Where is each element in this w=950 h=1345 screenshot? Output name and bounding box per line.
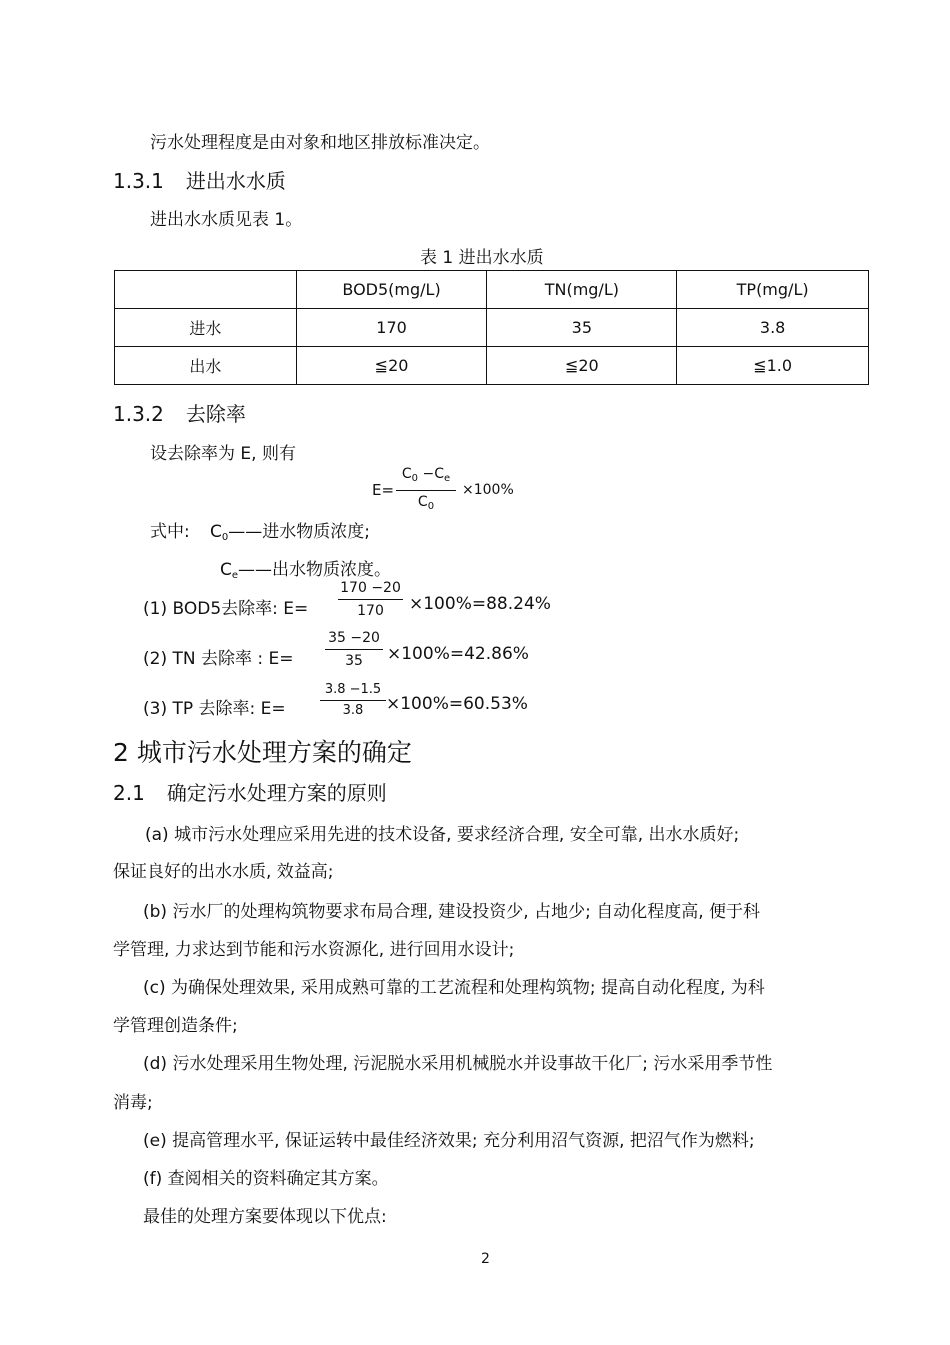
table-header-cell: TN(mg/L) <box>487 271 677 309</box>
calc-result: ×100%=60.53% <box>386 694 528 714</box>
principle-d-line2: 消毒; <box>113 1093 153 1113</box>
principle-f: (f) 查阅相关的资料确定其方案。 <box>143 1169 389 1189</box>
heading-title: 进出水水质 <box>185 169 286 193</box>
calc-fraction <box>320 682 386 719</box>
table-cell: 170 <box>296 309 487 347</box>
calc-denominator: 170 <box>357 603 384 619</box>
formula-tail: ×100% <box>462 482 514 498</box>
where-ce: $C_e——$出水物质浓度。 <box>220 560 392 581</box>
table-reference-text: 进出水水质见表 1。 <box>150 210 303 230</box>
table-header-row <box>115 271 869 309</box>
principle-d-line1: (d) 污水处理采用生物处理, 污泥脱水采用机械脱水并设事故干化厂; 污水采用季节性 <box>143 1054 773 1074</box>
principle-b-line1: (b) 污水厂的处理构筑物要求布局合理, 建设投资少, 占地少; 自动化程度高, 便于科 <box>143 902 761 922</box>
table-cell: 3.8 <box>677 309 869 347</box>
heading-1-3-2 <box>113 398 246 427</box>
intro-text: 污水处理程度是由对象和地区排放标准决定。 <box>150 133 490 153</box>
page-number: 2 <box>481 1251 490 1267</box>
calc-line-tn <box>143 630 603 680</box>
calc-prefix: (1) BOD5去除率: E= <box>143 599 309 619</box>
table-cell: ≦1.0 <box>677 347 869 385</box>
principle-a-line1: (a) 城市污水处理应采用先进的技术设备, 要求经济合理, 安全可靠, 出水水质好; <box>145 825 740 845</box>
formula-numerator: $C_0 -C_e$ <box>401 466 451 484</box>
principle-c-line2: 学管理创造条件; <box>113 1016 238 1036</box>
heading-number: 1.3.2 <box>113 402 164 426</box>
where-c0: $C_0——$进水物质浓度; <box>210 522 370 543</box>
calc-denominator: 3.8 <box>342 703 364 718</box>
calc-line-tp <box>143 682 603 732</box>
table-cell: 35 <box>487 309 677 347</box>
table-header-cell: BOD5(mg/L) <box>296 271 487 309</box>
heading-1-3-1 <box>113 165 286 194</box>
table-cell: ≦20 <box>296 347 487 385</box>
heading-number: 2.1 <box>113 781 145 805</box>
chapter-heading: 2 城市污水处理方案的确定 <box>113 738 412 767</box>
table-header-cell: TP(mg/L) <box>677 271 869 309</box>
removal-rate-text: 设去除率为 E, 则有 <box>150 444 296 464</box>
water-quality-table <box>114 270 869 385</box>
heading-title: 去除率 <box>185 402 246 426</box>
principle-a-line2: 保证良好的出水水质, 效益高; <box>113 862 334 882</box>
calc-fraction <box>325 630 383 669</box>
formula-lhs: E= <box>372 481 395 499</box>
principle-c-line1: (c) 为确保处理效果, 采用成熟可靠的工艺流程和处理构筑物; 提高自动化程度, 为科 <box>143 978 765 998</box>
table-caption: 表 1 进出水水质 <box>420 248 544 268</box>
principle-e: (e) 提高管理水平, 保证运转中最佳经济效果; 充分利用沼气资源, 把沼气作为燃料; <box>143 1131 755 1151</box>
best-scheme-text: 最佳的处理方案要体现以下优点: <box>143 1207 387 1227</box>
calc-denominator: 35 <box>345 653 363 669</box>
calc-fraction <box>338 580 403 619</box>
where-label: 式中: <box>150 522 190 542</box>
calc-line-bod5 <box>143 580 603 630</box>
formula-fraction <box>396 466 456 515</box>
table-cell: 出水 <box>115 347 297 385</box>
calc-numerator: 35 −20 <box>328 630 380 646</box>
calc-prefix: (3) TP 去除率: E= <box>143 699 286 719</box>
calc-numerator: 170 −20 <box>340 580 401 596</box>
table-row <box>115 347 869 385</box>
calc-result: ×100%=88.24% <box>409 594 551 614</box>
calc-result: ×100%=42.86% <box>387 644 529 664</box>
table-cell: ≦20 <box>487 347 677 385</box>
calc-numerator: 3.8 −1.5 <box>324 682 382 697</box>
heading-2-1 <box>113 777 387 806</box>
formula-denominator: $C_0$ <box>417 494 435 512</box>
calc-prefix: (2) TN 去除率 : E= <box>143 649 294 669</box>
table-header-cell <box>115 271 297 309</box>
heading-number: 1.3.1 <box>113 169 164 193</box>
heading-title: 确定污水处理方案的原则 <box>166 781 387 805</box>
table-cell: 进水 <box>115 309 297 347</box>
principle-b-line2: 学管理, 力求达到节能和污水资源化, 进行回用水设计; <box>113 940 515 960</box>
table-row <box>115 309 869 347</box>
